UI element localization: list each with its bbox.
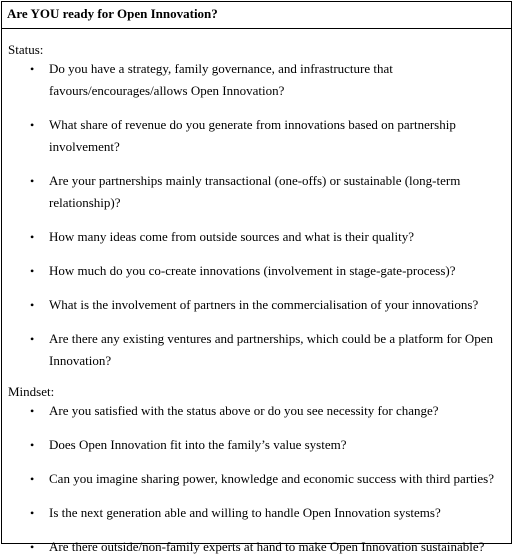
list-item (8, 226, 511, 248)
list-item (8, 536, 511, 558)
bullet-icon: • (30, 62, 35, 76)
question-text: Can you imagine sharing power, knowledge and economic success with third parties? (49, 471, 494, 486)
bullet-icon: • (30, 438, 35, 452)
list-item (8, 170, 511, 214)
status-question-list (8, 58, 511, 372)
bullet-icon: • (30, 506, 35, 520)
question-text: Are there outside/non-family experts at hand to make Open Innovation sustainable? (49, 539, 485, 554)
bullet-icon: • (30, 298, 35, 312)
list-item (8, 328, 511, 372)
status-section-label: Status: (8, 42, 44, 57)
question-text: Is the next generation able and willing to handle Open Innovation systems? (49, 505, 441, 520)
question-text: What is the involvement of partners in the commercialisation of your innovations? (49, 297, 479, 312)
list-item (8, 114, 511, 158)
mindset-question-list (8, 400, 511, 558)
bullet-icon: • (30, 118, 35, 132)
list-item (8, 294, 511, 316)
bullet-icon: • (30, 404, 35, 418)
table-body (2, 42, 511, 558)
list-item (8, 468, 511, 490)
table-title: Are YOU ready for Open Innovation? (2, 2, 511, 29)
bullet-icon: • (30, 540, 35, 554)
bullet-icon: • (30, 332, 35, 346)
question-text: Are your partnerships mainly transactional (one-offs) or sustainable (long-term relationship)? (49, 173, 461, 210)
questionnaire-table (1, 1, 512, 554)
question-text: How many ideas come from outside sources and what is their quality? (49, 229, 414, 244)
question-text: Do you have a strategy, family governance, and infrastructure that favours/encourages/allows Open Innovation? (49, 61, 393, 98)
question-text: Are you satisfied with the status above or do you see necessity for change? (49, 403, 439, 418)
mindset-section-label: Mindset: (8, 384, 55, 399)
bullet-icon: • (30, 174, 35, 188)
bullet-icon: • (30, 472, 35, 486)
list-item (8, 58, 511, 102)
question-text: What share of revenue do you generate from innovations based on partnership involvement? (49, 117, 456, 154)
bullet-icon: • (30, 230, 35, 244)
question-text: How much do you co-create innovations (involvement in stage-gate-process)? (49, 263, 456, 278)
list-item (8, 400, 511, 422)
question-text: Does Open Innovation fit into the family’s value system? (49, 437, 347, 452)
list-item (8, 260, 511, 282)
bullet-icon: • (30, 264, 35, 278)
list-item (8, 502, 511, 524)
list-item (8, 434, 511, 456)
question-text: Are there any existing ventures and partnerships, which could be a platform for Open Innovation? (49, 331, 494, 368)
